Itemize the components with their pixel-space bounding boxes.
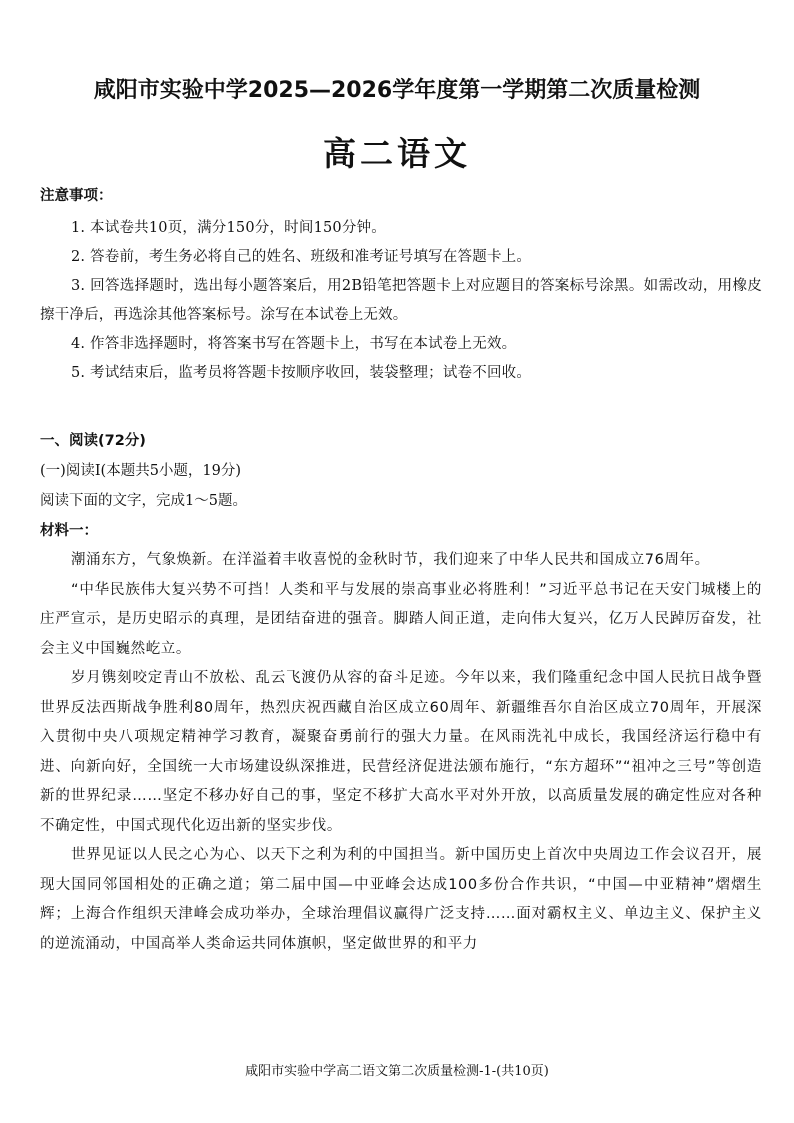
material-paragraph-4: 世界见证以人民之心为心、以天下之利为利的中国担当。新中国历史上首次中央周边工作会议召开，展现大国同邻国相处的正确之道；第二届中国—中亚峰会达成100多份合作共识，“中国—中亚精神”熠熠生辉；上海合作组织天津峰会成功举办，全球治理倡议赢得广泛支持……面对霸权主义、单边主义、保护主义的逆流涌动，中国高举人类命运共同体旗帜，坚定做世界的和平力	[40, 847, 762, 952]
notice-item-3: 3. 回答选择题时，选出每小题答案后，用2B铅笔把答题卡上对应题目的答案标号涂黑。如需改动，用橡皮擦干净后，再选涂其他答案标号。涂写在本试卷上无效。	[40, 278, 762, 323]
material-paragraph-3: 岁月镌刻咬定青山不放松、乱云飞渡仍从容的奋斗足迹。今年以来，我们隆重纪念中国人民抗日战争暨世界反法西斯战争胜利80周年，热烈庆祝西藏自治区成立60周年、新疆维吾尔自治区成立70周年，开展深入贯彻中央八项规定精神学习教育，凝聚奋勇前行的强大力量。在风雨洗礼中成长，我国经济运行稳中有进、向新向好，全国统一大市场建设纵深推进，民营经济促进法颁布施行，“东方超环”“祖冲之三号”等创造新的世界纪录……坚定不移办好自己的事，坚定不移扩大高水平对外开放，以高质量发展的确定性应对各种不确定性，中国式现代化迈出新的坚实步伐。	[40, 670, 762, 834]
notice-item-2: 2. 答卷前，考生务必将自己的姓名、班级和准考证号填写在答题卡上。	[71, 249, 532, 265]
page-footer: 咸阳市实验中学高二语文第二次质量检测-1-(共10页)	[245, 1064, 549, 1079]
notice-item-1: 1. 本试卷共10页，满分150分，时间150分钟。	[71, 220, 386, 236]
sub-section-heading: (一)阅读Ⅰ(本题共5小题，19分)	[40, 463, 242, 479]
section-heading: 一、阅读(72分)	[40, 433, 146, 449]
notice-heading: 注意事项：	[40, 188, 113, 204]
material-label: 材料一：	[40, 523, 98, 539]
notice-list	[40, 214, 762, 388]
reading-instruction: 阅读下面的文字，完成1～5题。	[40, 493, 247, 509]
content-body	[40, 184, 762, 959]
material-paragraph-1: 潮涌东方，气象焕新。在洋溢着丰收喜悦的金秋时节，我们迎来了中华人民共和国成立76周年。	[71, 552, 710, 568]
notice-item-5: 5. 考试结束后，监考员将答题卡按顺序收回，装袋整理；试卷不回收。	[71, 365, 532, 381]
notice-item-4: 4. 作答非选择题时，将答案书写在答题卡上，书写在本试卷上无效。	[71, 336, 517, 352]
subject-title: 高二语文	[323, 134, 471, 173]
school-title: 咸阳市实验中学2025—2026学年度第一学期第二次质量检测	[93, 78, 701, 103]
material-paragraph-2: “中华民族伟大复兴势不可挡！人类和平与发展的崇高事业必将胜利！”习近平总书记在天安门城楼上的庄严宣示，是历史昭示的真理，是团结奋进的强音。脚踏人间正道，走向伟大复兴，亿万人民踔厉奋发，社会主义中国巍然屹立。	[40, 581, 762, 657]
